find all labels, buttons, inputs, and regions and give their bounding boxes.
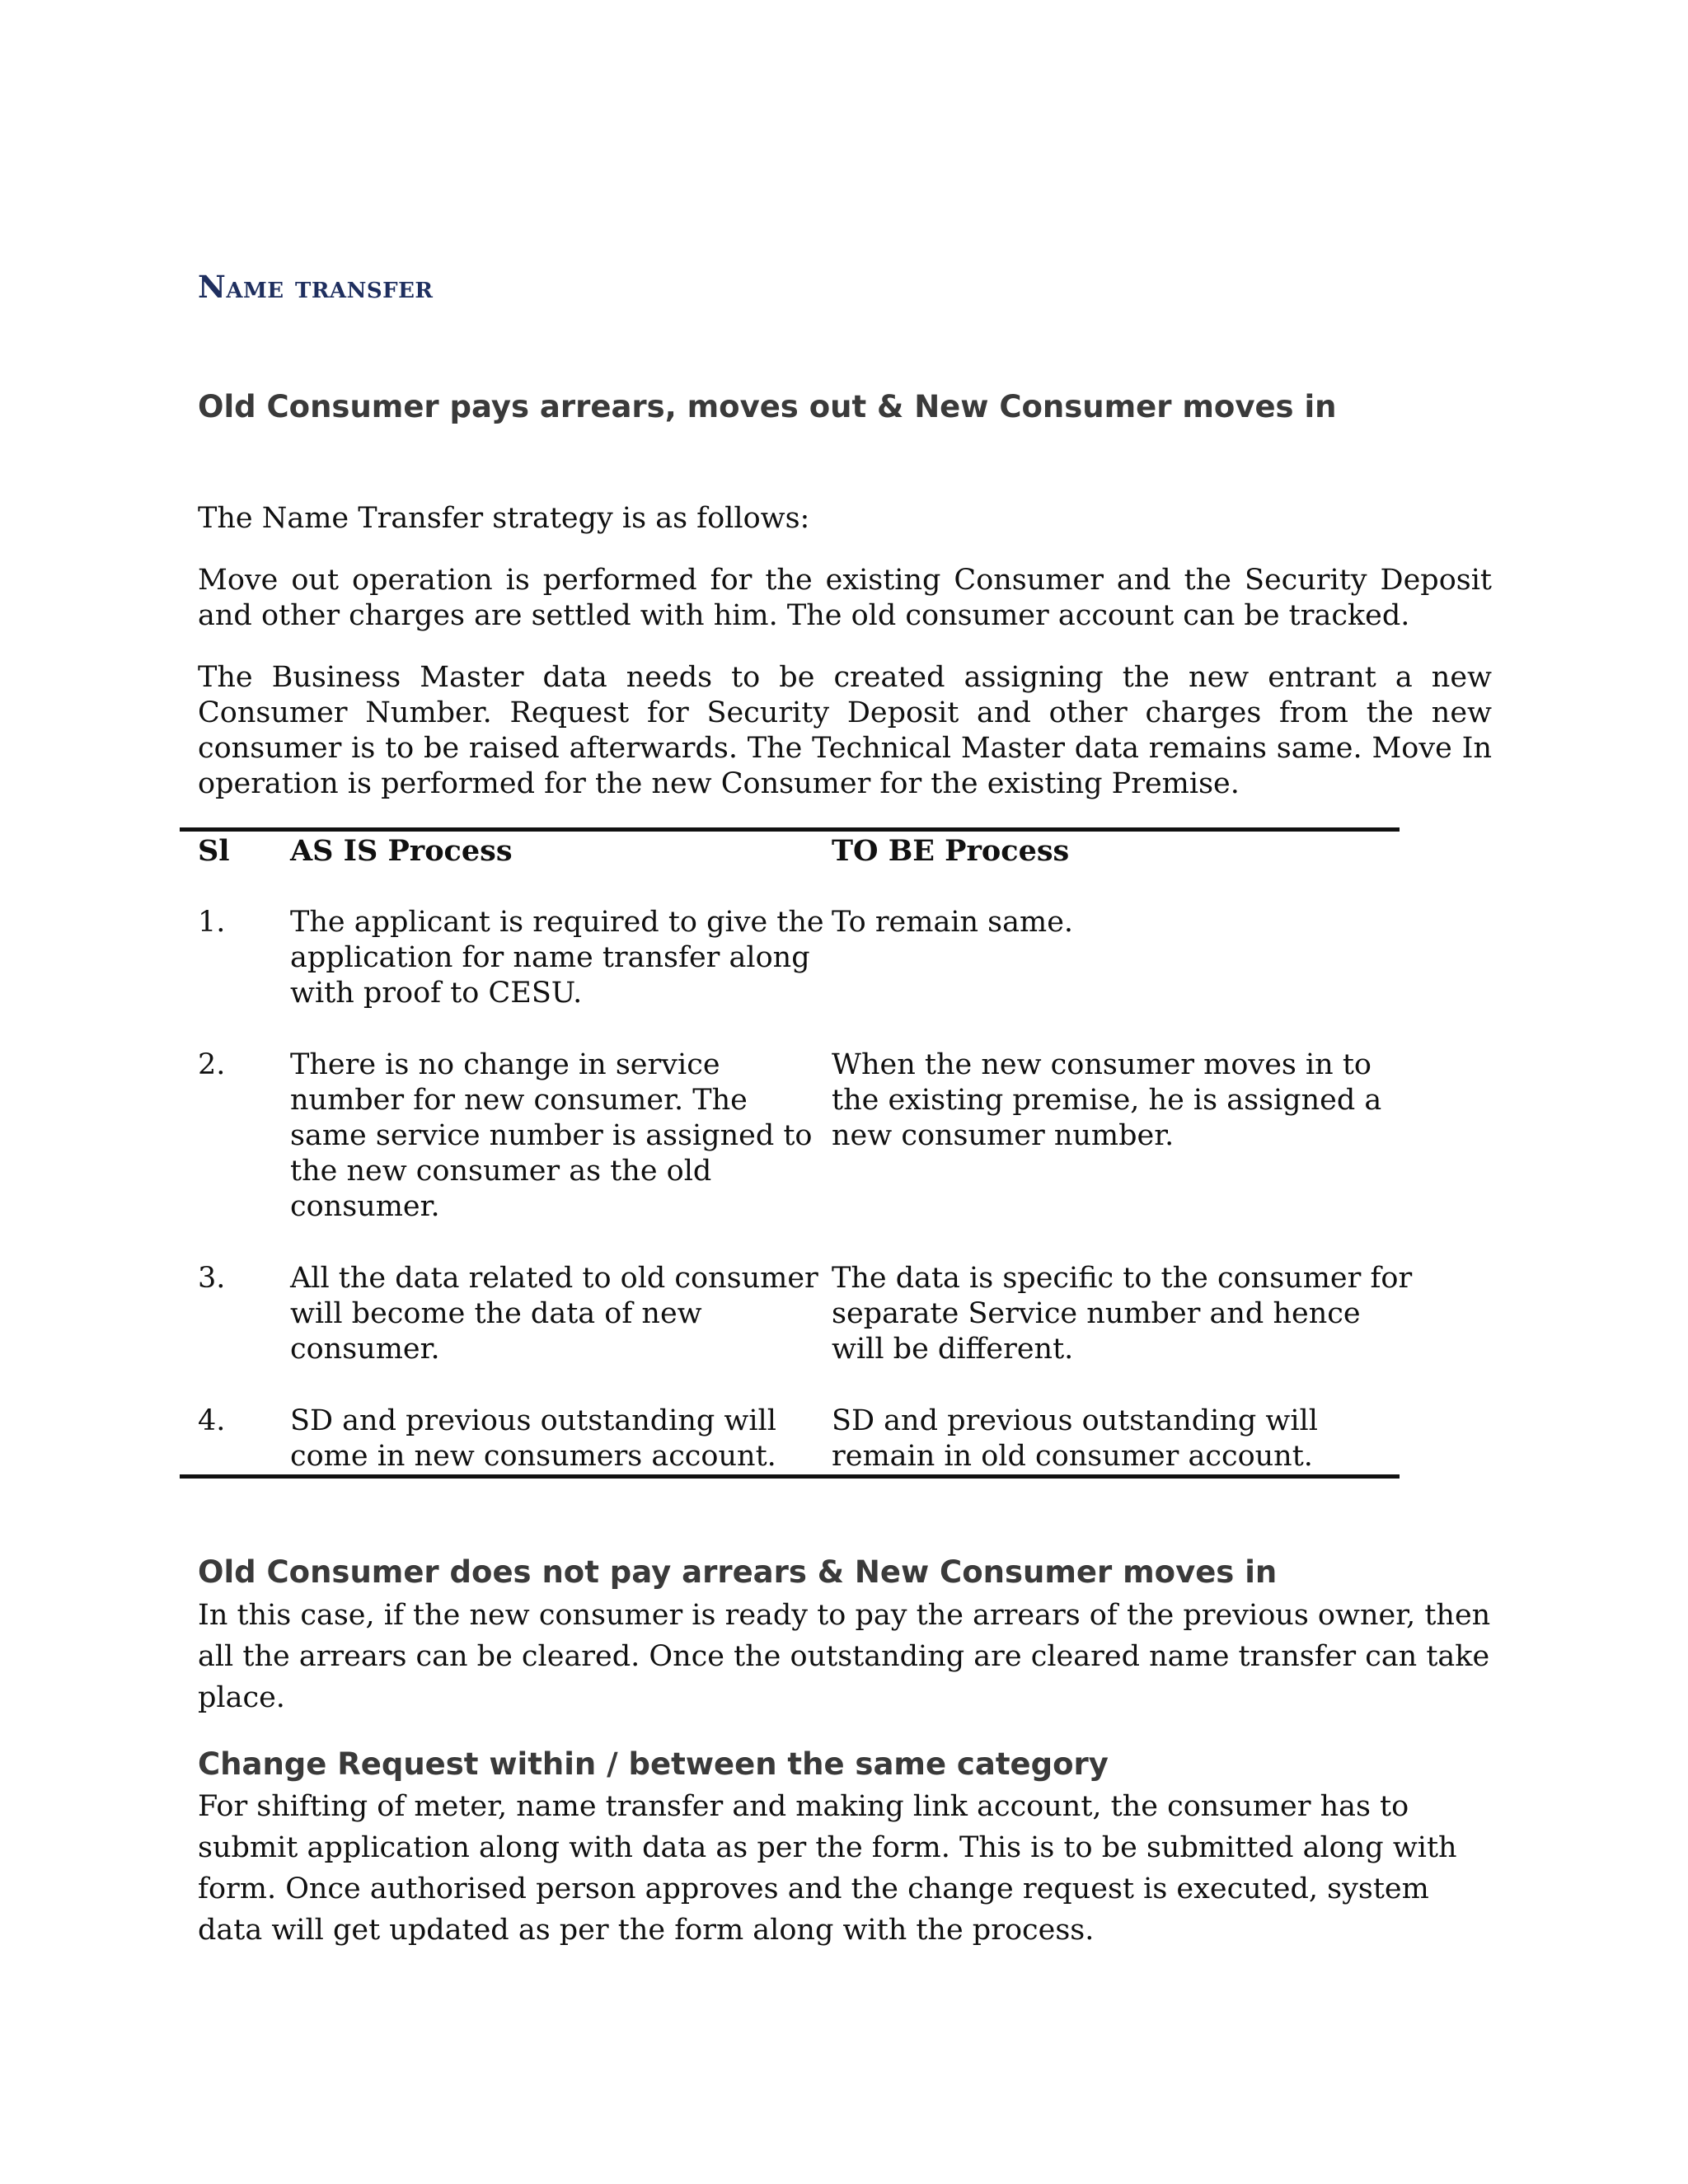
business-master-paragraph: The Business Master data needs to be created assigning the new entrant a new Consumer Number. Request for Security Deposit and other charges from the new consumer is to be raised afterwards. The Technical Master data remains same. Move In operation is performed for the new Consumer for the existing Premise. (198, 661, 1492, 801)
row-as-is: There is no change in service number for new consumer. The same service number is assigned to the new consumer as the old consumer. (290, 1048, 813, 1224)
row-sl: 3. (198, 1262, 226, 1296)
row-to-be: When the new consumer moves in to the existing premise, he is assigned a new consumer number. (832, 1048, 1382, 1153)
table-row (180, 1261, 1418, 1404)
row-sl: 2. (198, 1048, 226, 1082)
arrears-paragraph: In this case, if the new consumer is ready to pay the arrears of the previous owner, then all the arrears can be cleared. Once the outstanding are cleared name transfer can take place. (198, 1598, 1491, 1714)
change-request-paragraph: For shifting of meter, name transfer and making link account, the consumer has to submit application along with data as per the form. This is to be submitted along with form. Once authorised person approves and the change request is executed, system data will get updated as per the form along with the process. (198, 1790, 1457, 1947)
header-to-be: TO BE Process (832, 834, 1070, 869)
row-to-be: SD and previous outstanding will remain in old consumer account. (832, 1404, 1318, 1474)
row-to-be: To remain same. (832, 906, 1074, 940)
subheading-change-request: Change Request within / between the same category (198, 1746, 1109, 1782)
table-header-row (180, 832, 1418, 905)
section-title: Name transfer (198, 269, 434, 305)
row-sl: 1. (198, 906, 226, 940)
row-sl: 4. (198, 1404, 226, 1438)
move-out-paragraph: Move out operation is performed for the existing Consumer and the Security Deposit and other charges are settled with him. The old consumer account can be tracked. (198, 564, 1492, 633)
row-as-is: All the data related to old consumer will become the data of new consumer. (290, 1262, 818, 1366)
process-table (180, 832, 1418, 1474)
document-content (198, 269, 1492, 1951)
header-as-is: AS IS Process (290, 834, 513, 869)
header-sl: Sl (198, 834, 230, 869)
process-table-wrapper (180, 827, 1413, 1479)
row-to-be: The data is specific to the consumer for separate Service number and hence will be different. (832, 1262, 1413, 1366)
subheading-old-consumer-no-pay: Old Consumer does not pay arrears & New Consumer moves in (198, 1554, 1278, 1591)
subheading-old-consumer-pays: Old Consumer pays arrears, moves out & New Consumer moves in (198, 389, 1337, 424)
row-as-is: SD and previous outstanding will come in new consumers account. (290, 1404, 776, 1474)
table-row (180, 905, 1418, 1047)
intro-paragraph: The Name Transfer strategy is as follows: (198, 502, 810, 536)
table-row (180, 1047, 1418, 1261)
row-as-is: The applicant is required to give the application for name transfer along with proof to CESU. (290, 906, 824, 1010)
table-row (180, 1404, 1418, 1474)
